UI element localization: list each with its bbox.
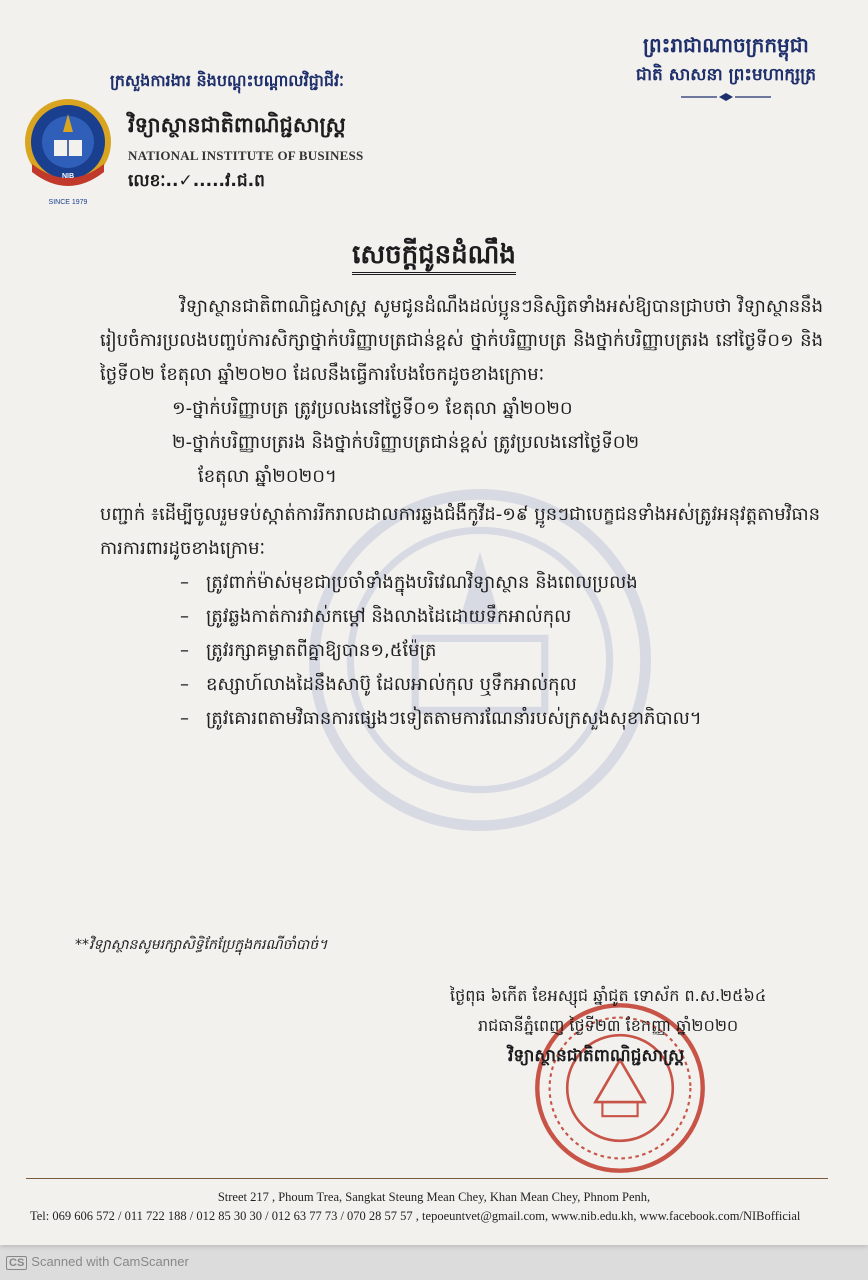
kingdom-line2: ជាតិ សាសនា ព្រះមហាក្សត្រ — [635, 65, 816, 85]
schedule-item-2a: ២-ថ្នាក់បរិញ្ញាបត្ររង និងថ្នាក់បរិញ្ញាបត្រជាន់ខ្ពស់ ត្រូវប្រលងនៅថ្ងៃទី០២ — [172, 432, 640, 453]
lunar-date: ថ្ងៃពុធ ៦កើត ខែអស្សុជ ឆ្នាំជូត ទោស័ក ព.ស.២៥៦៤ — [450, 986, 767, 1005]
institute-logo-icon — [22, 92, 114, 208]
rule-bullet-4: – ឧស្សាហ៍លាងដៃនឹងសាប៊ូ ដែលអាល់កុល ឬទឹកអាល់កុល — [180, 668, 823, 702]
document-title — [0, 238, 868, 276]
signer-name: វិទ្យាស្ថានជាតិពាណិជ្ជសាស្ត្រ — [508, 1046, 685, 1066]
document-title-text: សេចក្តីជូនដំណឹង — [352, 240, 516, 275]
scanner-label: Scanned with CamScanner — [31, 1254, 189, 1269]
ministry-name: ក្រសួងការងារ និងបណ្តុះបណ្តាលវិជ្ជាជីវៈ — [110, 71, 344, 90]
schedule-item-2b: ខែតុលា ឆ្នាំ២០២០។ — [198, 466, 337, 487]
schedule-item-1: ១-ថ្នាក់បរិញ្ញាបត្រ ត្រូវប្រលងនៅថ្ងៃទី០១ ខែតុលា ឆ្នាំ២០២០ — [172, 398, 573, 419]
solar-date: រាជធានីភ្នំពេញ ថ្ងៃទី២៣ ខែកញ្ញា ឆ្នាំ២០២០ — [478, 1016, 739, 1035]
rule-bullet-5: – ត្រូវគោរពតាមវិធានការផ្សេងៗទៀតតាមការណែនាំរបស់ក្រសួងសុខាភិបាល។ — [180, 702, 823, 736]
logo-text: NIB — [61, 173, 75, 180]
kingdom-line1: ព្រះរាជាណាចក្រកម្ពុជា — [643, 33, 809, 57]
logo-since: SINCE 1979 — [48, 199, 88, 206]
rule-bullet-1: – ត្រូវពាក់ម៉ាស់មុខជាប្រចាំទាំងក្នុងបរិវេណវិទ្យាស្ថាន និងពេលប្រលង — [180, 566, 823, 600]
rule-bullet-2: – ត្រូវឆ្លងកាត់ការវាស់កម្តៅ និងលាងដៃដោយទឹកអាល់កុល — [180, 600, 823, 634]
camscanner-icon: CS — [6, 1256, 27, 1270]
footer-address: Street 217 , Phoum Trea, Sangkat Steung Mean Chey, Khan Mean Chey, Phnom Penh, — [217, 1190, 651, 1204]
notice-paragraph: បញ្ជាក់ ៖ដើម្បីចូលរួមទប់ស្កាត់ការរីករាលដាលការឆ្លងជំងឺកូវីដ-១៩ ប្អូនៗជាបេក្ខជនទាំងអស់ត្រូវអនុវត្តតាមវិធានការការពារដូចខាងក្រោមៈ — [100, 504, 821, 559]
institute-name-khmer: វិទ្យាស្ថានជាតិពាណិជ្ជសាស្ត្រ — [128, 113, 346, 137]
footer-divider — [26, 1178, 828, 1179]
reference-number: លេខៈ..✓.....វ.ជ.ព — [128, 171, 265, 191]
intro-paragraph: វិទ្យាស្ថានជាតិពាណិជ្ជសាស្ត្រ សូមជូនដំណឹងដល់ប្អូនៗនិស្សិតទាំងអស់ឱ្យបានជ្រាបថា វិទ្យាស្ថាននឹងរៀបចំការប្រលងបញ្ចប់ការសិក្សាថ្នាក់បរិញ្ញាបត្រជាន់ខ្ពស់ ថ្នាក់បរិញ្ញាបត្រ និងថ្នាក់បរិញ្ញាបត្ររង នៅថ្ងៃទី០១ និងថ្ងៃទី០២ ខែតុលា ឆ្នាំ២០២០ ដែលនឹងធ្វើការបែងចែកដូចខាងក្រោមៈ — [100, 296, 823, 385]
kingdom-heading — [636, 30, 816, 102]
ornament-divider-icon — [681, 92, 771, 102]
footer-contact: Tel: 069 606 572 / 011 722 188 / 012 85 30 30 / 012 63 77 73 / 070 28 57 57 , tepoeuntvet@gmail.com, www.nib.edu.kh, www.facebook.com/NIBofficial — [30, 1209, 801, 1223]
scanner-watermark — [6, 1254, 189, 1270]
footnote: **វិទ្យាស្ថានសូមរក្សាសិទ្ធិកែប្រែក្នុងករណីចាំបាច់។ — [75, 937, 328, 953]
institute-name-english: NATIONAL INSTITUTE OF BUSINESS — [128, 148, 364, 163]
document-body — [100, 290, 823, 736]
rule-bullet-3: – ត្រូវរក្សាគម្លាតពីគ្នាឱ្យបាន១,៥ម៉ែត្រ — [180, 634, 823, 668]
